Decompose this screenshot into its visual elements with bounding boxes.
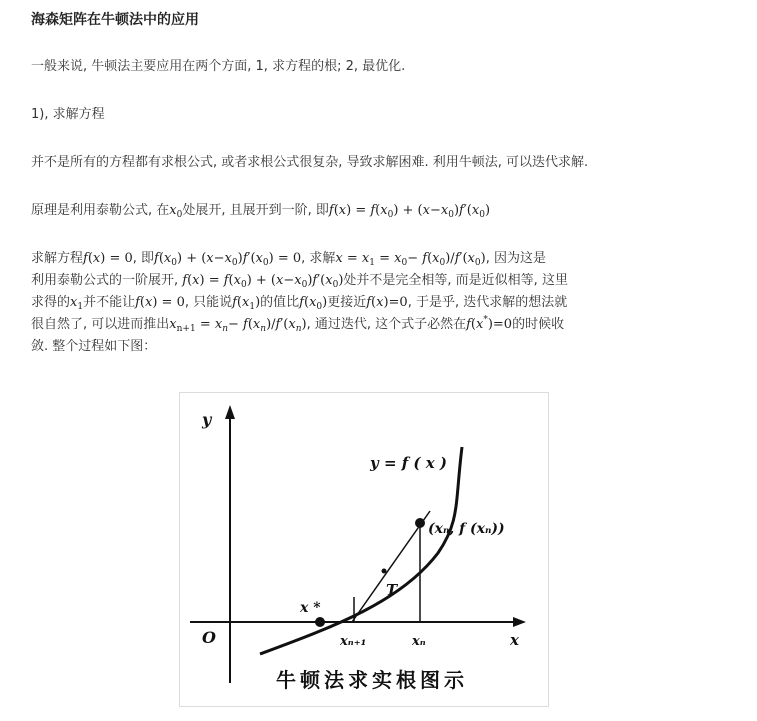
newton-method-figure [179,392,549,707]
xn-point [415,518,425,528]
figure-caption: 牛顿法求实根图示 [276,668,468,692]
tangent-label: T [386,581,398,599]
xn-label: xₙ [412,634,426,649]
section-heading: 1), 求解方程 [31,107,105,122]
paragraph-2: 原理是利用泰勒公式, 在$x_0$处展开, 且展开到一阶, 即$f(x) = f(x_0) + (x-x_0)f'(x_0)$ [31,203,491,220]
y-axis-arrow [225,405,235,419]
paragraph-1: 并不是所有的方程都有求根公式, 或者求根公式很复杂, 导致求解困难. 利用牛顿法, 可以迭代求解. [31,155,589,170]
root-point [315,617,325,627]
x-axis-arrow [513,617,526,627]
y-axis-label: y [202,410,212,429]
point-label: (xₙ, f (xₙ)) [428,521,505,537]
curve-label: y = f ( x ) [370,454,447,472]
root-label: x * [300,600,321,616]
xn1-label: xₙ₊₁ [340,634,367,649]
intro-paragraph: 一般来说, 牛顿法主要应用在两个方面, 1, 求方程的根; 2, 最优化. [31,59,406,74]
origin-label: O [202,628,216,647]
article-title: 海森矩阵在牛顿法中的应用 [31,12,199,28]
paragraph-3: 求解方程f(x) = 0, 即$f(x_0) + (x-x_0)f'(x_0) = 0$, 求解$x = x_1 = x_0- f(x_0)/f'(x_0)$, 因为这是 利用泰勒公式的一阶展开, $f(x) = f(x_0) + (x-x_0)f'(x_0)$处并不是完全相等, 而是近似相等, 这里 求得的$x_1$并不能让f(x) = 0, 只能说$f(x_1)$的值比$f(x_0)$更接近f(x)=0, 于是乎, 迭代求解的想法就 很自然了, 可以进而推出$x_{n+1} = x_n- f(x_n)/f'(x_n)$, 通过迭代, 这个式子必然在f(x*)=0的时候收 敛. 整个过程如下图： [31,251,568,354]
tangent-point [382,569,387,574]
x-axis-label: x [510,631,519,649]
newton-diagram [180,393,548,706]
